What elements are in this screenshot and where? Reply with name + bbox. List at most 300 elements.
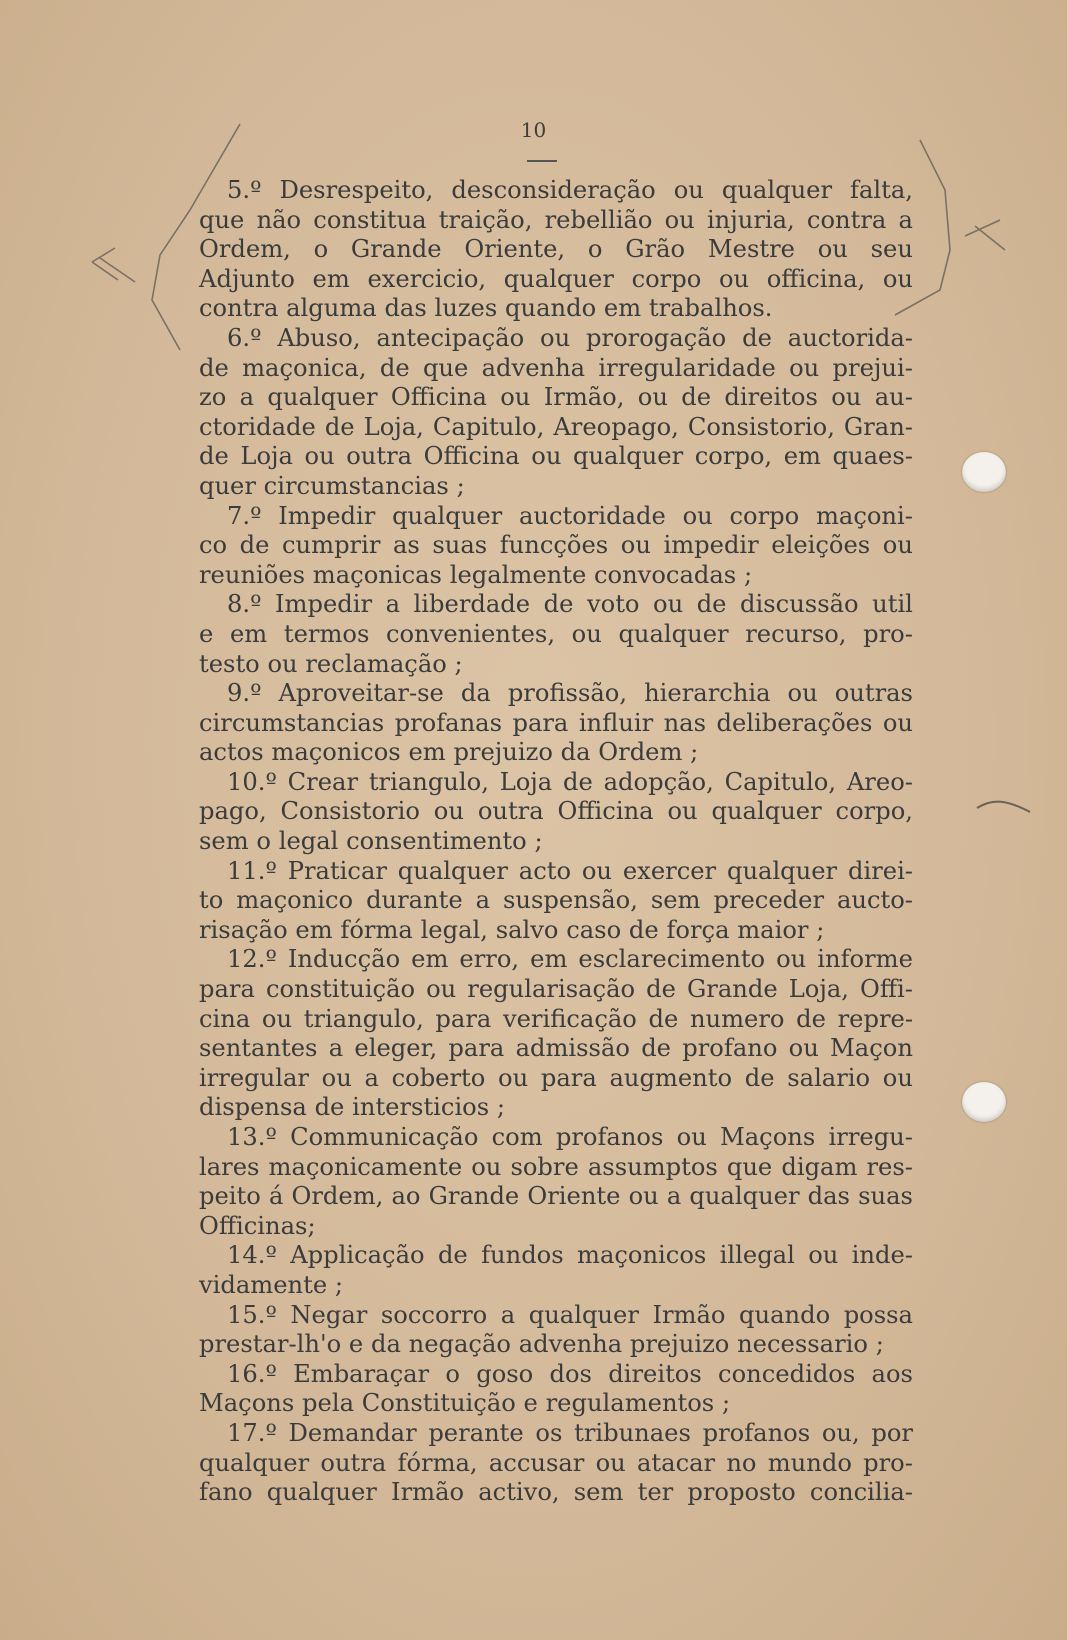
word: corpo [631,264,702,293]
text-line [199,383,913,413]
page-number: 10 [520,118,547,142]
word: maçonico [236,886,354,915]
word: pro- [863,619,913,648]
text-line [199,797,913,827]
word: circumstancias [263,471,449,500]
word: irregularidade [598,353,776,382]
word: de [324,412,355,441]
word: concilia- [809,1478,913,1507]
word: ; [875,1330,884,1359]
word: ou [637,383,668,412]
word: convenientes, [386,619,556,648]
word: util [872,590,913,619]
word: Praticar [287,856,387,885]
word: ou, [821,1418,860,1447]
word: co [199,531,228,560]
word: Desrespeito, [279,176,434,204]
word: ou [571,619,602,648]
word: qualquer [199,1448,310,1477]
text-line [199,1212,913,1242]
text-line [199,1330,913,1360]
word: qualquer [726,856,838,885]
word: ou [581,856,613,885]
word: e [199,619,214,648]
text-line [199,1034,913,1064]
word: Loja, [788,975,849,1004]
word: da [560,738,591,767]
word: 16.º [227,1359,277,1388]
word: exercicio, [367,264,487,293]
word: funcções [499,531,609,560]
word: fórma [340,915,413,944]
word: repre- [837,1004,913,1033]
word: Applicação [290,1241,425,1270]
word: da [370,1330,401,1359]
word: em [295,915,333,944]
word: Maçon [830,1034,913,1063]
word: salario [787,1063,871,1092]
word: to [199,886,224,915]
text-line [199,354,913,384]
word: irregular [199,1063,309,1092]
word: salvo [495,915,559,944]
word: intersticios [352,1093,490,1122]
word: corpo, [694,442,773,471]
word: qualquer [572,442,684,471]
word: desconsideração [451,176,656,204]
word: 9.º [227,679,262,708]
word: Grande [686,975,778,1004]
word: negação [408,1330,511,1359]
word: perante [428,1418,524,1447]
word: Irmão [652,1300,726,1329]
word: 17.º [227,1418,277,1447]
text-line [199,413,913,443]
word: fórma, [397,1448,478,1477]
word: preceder [713,886,825,915]
text-line [199,1153,913,1183]
word: qualquer [618,619,729,648]
text-line [199,945,913,975]
word: Officinas; [199,1211,316,1240]
word: Areo- [846,767,913,796]
word: irregu- [828,1123,913,1151]
word: adopção, [603,767,714,796]
word: ctoridade [199,412,316,441]
word: outra [477,797,544,826]
word: em [229,619,268,648]
word: influir [578,708,654,737]
word: de [314,1093,345,1122]
word: illegal [719,1241,795,1270]
word: Aproveitar-se [278,679,444,708]
word: eleger, [354,1034,438,1063]
word: Impedir [274,590,373,619]
word: au- [874,383,913,412]
word: de [796,1004,826,1033]
word: qualquer [689,1182,800,1211]
word: a [500,1300,516,1329]
word: para [435,1004,492,1033]
word: ou [882,531,913,560]
word: ; [690,738,699,767]
text-line [199,472,913,502]
word: 15.º [227,1300,277,1329]
word: e [348,1330,364,1359]
text-line [199,1123,913,1153]
word: ao [391,1182,421,1211]
word: Abuso, [277,323,361,352]
word: impedir [663,531,759,560]
word: constitua [313,205,427,234]
text-line [199,1360,913,1390]
word: suas [432,531,488,560]
word: ou [433,797,464,826]
word: maçonicos [271,738,401,767]
word: erro, [459,945,520,974]
word: de [646,975,676,1004]
word: prorogação [586,323,727,352]
text-line [199,1064,913,1094]
word: Loja [499,767,553,796]
word: caso [566,915,622,944]
punch-hole-lower [962,1082,1006,1122]
word: Officina [423,442,520,471]
text-line [199,1301,913,1331]
word: consentimento [346,827,527,856]
word: a [475,886,491,915]
word: de [628,915,659,944]
word: ou [682,501,713,530]
word: inde- [851,1241,913,1270]
word: admissão [515,1034,630,1063]
text-line [199,827,913,857]
word: ou [718,264,750,293]
word: coberto [391,1063,486,1092]
word: Consistorio [280,797,420,826]
word: que [422,353,469,382]
word: ou [620,531,651,560]
word: corpo [729,501,800,530]
word: atacar [637,1448,716,1477]
word: ou [789,353,820,382]
word: Ordem [598,738,683,767]
paper-damage-mark [975,790,1035,820]
text-line [199,650,913,680]
word: o [445,1359,460,1388]
word: Areopago, [553,412,679,441]
word: á [268,1182,284,1211]
word: Ordem, [291,1182,384,1211]
word: maçonicos [577,1241,707,1270]
word: augmento [609,1063,733,1092]
word: ou [321,1063,352,1092]
word: Irmão, [543,383,625,412]
word: necessario [737,1330,868,1359]
word: ou [673,176,704,204]
punch-hole-upper [962,452,1006,492]
word: Demandar [288,1418,417,1447]
word: em [783,442,821,471]
word: em [530,945,568,974]
word: Impedir [278,501,376,530]
word: legal [278,827,339,856]
word: deliberações [716,708,873,737]
word: res- [866,1152,913,1181]
word: aos [871,1359,913,1388]
word: antecipação [376,323,525,352]
word: assumptos [587,1152,718,1181]
word: recurso, [745,619,847,648]
word: termos [283,619,370,648]
word: Constituição [361,1389,516,1418]
word: pela [302,1389,354,1418]
word: ou [595,1448,626,1477]
word: de [379,353,410,382]
word: que [199,205,245,234]
text-line [199,1389,913,1419]
text-line [199,265,913,295]
text-line [199,1271,913,1301]
word: 14.º [227,1241,277,1270]
word: quando [739,1300,831,1329]
word: em [408,738,446,767]
word: outra [346,442,413,471]
word: a [385,590,401,619]
word: profanos [555,1123,664,1151]
word: para [199,975,255,1004]
word: exercer [622,856,717,885]
text-line [199,975,913,1005]
word: no [726,1448,757,1477]
word: qualquer [721,176,833,204]
word: qualquer [392,501,503,530]
word: actos [199,738,264,767]
word: prejui- [832,353,913,382]
word: ou [787,679,818,708]
word: Grande [428,1182,520,1211]
word: constituição [265,975,416,1004]
word: ou [653,590,684,619]
text-line [199,590,913,620]
word: Oriente [527,1182,621,1211]
word: para [540,1063,597,1092]
word: com [491,1123,543,1151]
word: 6.º [227,323,262,352]
word: ; [454,649,463,678]
word: ter [637,1478,674,1507]
word: ou [667,797,698,826]
word: falta, [850,176,913,204]
word: 11.º [227,856,277,885]
word: 10.º [227,767,277,796]
text-line [199,768,913,798]
word: outras [834,679,913,708]
word: sem [650,886,701,915]
word: ou [882,708,913,737]
text-line [199,738,913,768]
word: profissão, [507,679,628,708]
word: durante [366,886,463,915]
word: sobre [510,1152,579,1181]
word: prejuizo [453,738,553,767]
word: ou [261,1004,293,1033]
word: Maçons [199,1389,295,1418]
word: seu [870,235,913,264]
word: ou [831,383,862,412]
text-line [199,679,913,709]
word: maçonica, [242,353,367,382]
word: não [256,205,302,234]
word: accusar [488,1448,585,1477]
word: voto [586,590,640,619]
word: eleições [771,531,871,560]
word: Grão [625,235,686,264]
word: hierarchia [644,679,771,708]
word: contra [199,294,279,323]
word: 7.º [227,501,262,530]
word: informe [817,945,913,974]
word: acto [518,856,572,885]
word: ; [456,471,465,500]
text-line [199,1005,913,1035]
word: de [199,442,229,471]
word: Adjunto [199,264,295,293]
text-line [199,1419,913,1449]
word: injuria, [706,205,795,234]
word: ou [882,264,913,293]
word: a [364,1063,379,1092]
word: auctorida- [787,323,913,352]
word: Mestre [707,235,795,264]
word: direitos [608,1359,702,1388]
word: de [199,353,229,382]
word: aucto- [836,886,913,915]
word: trabalhos. [648,294,773,323]
word: ou [664,205,695,234]
word: ou [500,383,531,412]
text-line [199,561,913,591]
word: officina, [766,264,866,293]
text-line [199,886,913,916]
word: de [744,1063,775,1092]
word: qualquer [711,797,822,826]
word: das [807,1182,850,1211]
word: de [641,1034,672,1063]
word: tribunaes [574,1418,691,1447]
word: os [535,1418,563,1447]
word: digam [781,1152,858,1181]
word: Crear [287,767,359,796]
word: advenha [518,1330,623,1359]
word: contra [806,205,887,234]
text-line [199,916,913,946]
word: maçonicas [312,560,442,589]
text-line [199,1182,913,1212]
word: esclarecimento [578,945,766,974]
word: da [460,679,491,708]
word: de [543,590,574,619]
word: ou [676,1123,707,1151]
word: Negar [290,1300,368,1329]
word: Capitulo, [432,412,545,441]
text-line [199,176,913,206]
word: ; [816,915,825,944]
word: risação [199,915,288,944]
word: ou [471,1152,502,1181]
word: Capitulo, [724,767,837,796]
text-line [199,531,913,561]
word: qualquer [267,383,378,412]
word: direi- [847,856,913,885]
word: das [384,294,427,323]
word: Ordem, [199,235,291,264]
word: Irmão [391,1478,465,1507]
word: ; [334,1270,344,1299]
word: qualquer [266,1478,377,1507]
word: 12.º [227,945,277,974]
text-line [199,324,913,354]
word: ou [540,323,571,352]
word: de [563,767,593,796]
word: ou [628,1182,659,1211]
word: cumprir [282,531,381,560]
word: profanos [702,1418,811,1447]
word: a [666,1182,682,1211]
word: possa [843,1300,913,1329]
word: advenha [481,353,586,382]
word: a [898,205,913,234]
word: regulamentos [545,1389,715,1418]
text-line [199,857,913,887]
word: direitos [724,383,818,412]
word: de [239,531,270,560]
word: Maçons [720,1123,816,1151]
word: Consistorio, [687,412,835,441]
word: Inducção [287,945,401,974]
word: ou [304,442,335,471]
word: reclamação [305,649,447,678]
word: convocadas [594,560,737,589]
word: Officina [557,797,654,826]
text-line [199,235,913,265]
text-line [199,1449,913,1479]
word: Oriente, [464,235,566,264]
word: ou [498,1063,529,1092]
word: lares [199,1152,260,1181]
word: auctoridade [518,501,666,530]
word: reuniões [199,560,306,589]
word: testo [199,649,260,678]
word: corpo, [835,797,913,826]
word: quando [505,294,597,323]
word: activo, [478,1478,560,1507]
word: ou [531,442,562,471]
word: ; [743,560,753,589]
word: ou [776,945,807,974]
word: qualquer [397,856,508,885]
word: soccorro [380,1300,488,1329]
word: ou [788,1034,819,1063]
word: fano [199,1478,253,1507]
word: legalmente [449,560,587,589]
word: ou [267,649,298,678]
text-line [199,1241,913,1271]
word: cina [199,1004,251,1033]
word: Gran- [843,412,913,441]
word: triangulo, [303,1004,424,1033]
word: legal, [420,915,488,944]
